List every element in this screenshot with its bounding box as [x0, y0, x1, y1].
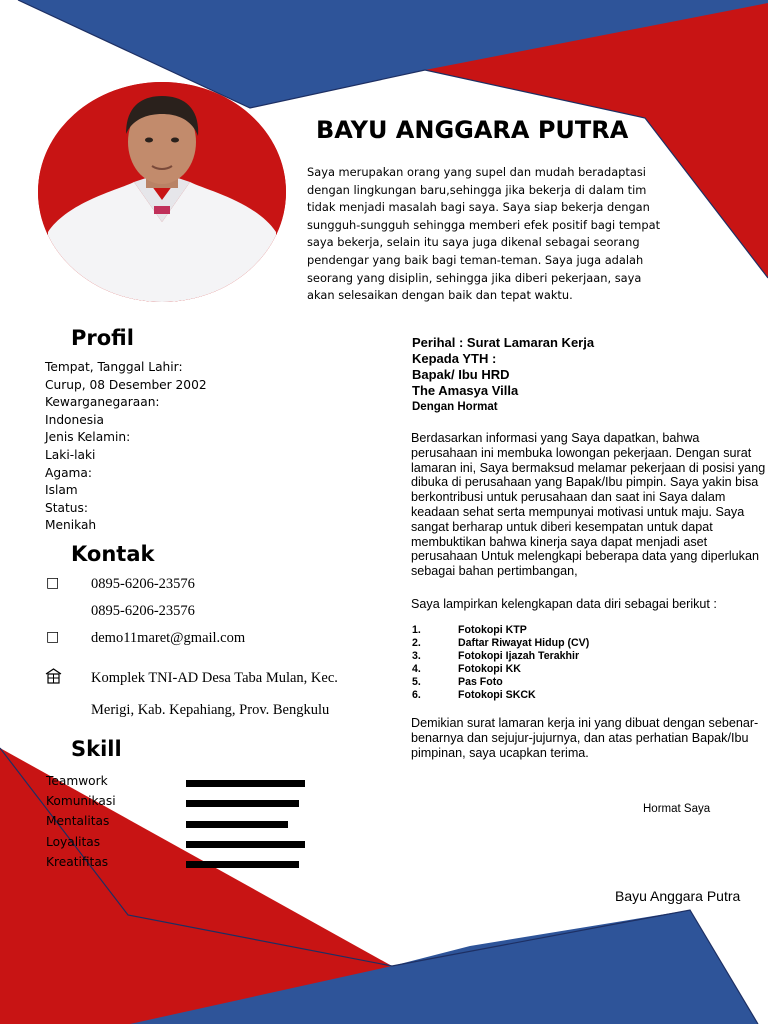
skill-label: Teamwork — [46, 774, 108, 788]
profil-item-religion-label: Agama: — [45, 465, 92, 480]
profil-list — [45, 359, 207, 535]
list-item: 2. Daftar Riwayat Hidup (CV) — [412, 637, 590, 649]
phone-number-secondary: 0895-6206-23576 — [91, 603, 195, 619]
skill-label: Kreatifitas — [46, 855, 109, 869]
letter-paragraph-1: Berdasarkan informasi yang Saya dapatkan, bahwa perusahaan ini membuka lowongan pekerjaan. Dengan surat lamaran ini, Saya bermaksud melamar pekerjaan di posisi yang dibuka di perusahaan yang Bapak/Ibu pimpin. Saya yakin bisa berkontribusi untuk perusahaan dan saat ini Saya dalam keadaan sehat serta mempunyai motivasi untuk maju. Saya sangat berharap untuk diberi kesempatan untuk dapat membuktikan bahwa kinerja saya dapat menjadi aset perusahaan Untuk melengkapi beberapa data yang diperlukan sebagai bahan pertimbangan, — [411, 431, 766, 579]
profil-item-birth-label: Tempat, Tanggal Lahir: — [45, 360, 183, 374]
skill-bar — [186, 780, 305, 787]
skill-bar — [186, 841, 305, 848]
list-item: 6. Fotokopi SKCK — [412, 689, 536, 701]
profil-item-nationality-value: Indonesia — [45, 412, 104, 427]
home-icon — [45, 668, 62, 685]
email-icon: □ — [46, 629, 60, 645]
skill-label: Komunikasi — [46, 794, 116, 808]
profil-item-status-value: Menikah — [45, 518, 97, 533]
candidate-name: BAYU ANGGARA PUTRA — [316, 116, 629, 144]
letter-paragraph-2: Saya lampirkan kelengkapan data diri sebagai berikut : — [411, 597, 717, 611]
list-item: 4. Fotokopi KK — [412, 663, 521, 675]
skill-label: Loyalitas — [46, 835, 101, 849]
letter-subject: Perihal : Surat Lamaran Kerja — [412, 335, 595, 350]
skill-heading: Skill — [71, 737, 122, 761]
address-line-2: Merigi, Kab. Kepahiang, Prov. Bengkulu — [91, 702, 330, 718]
phone-icon: □ — [46, 575, 60, 591]
letter-to: Kepada YTH : — [412, 351, 497, 366]
letter-recipient: Bapak/ Ibu HRD — [412, 367, 510, 382]
profile-photo — [38, 82, 286, 302]
skill-bar — [186, 861, 299, 868]
skill-bar — [186, 800, 299, 807]
list-item: 5. Pas Foto — [412, 676, 503, 688]
profil-item-status-label: Status: — [45, 500, 88, 515]
letter-greeting: Dengan Hormat — [412, 401, 498, 413]
personal-summary: Saya merupakan orang yang supel dan mudah beradaptasi dengan lingkungan baru,sehingga jika bekerja di dalam tim tidak menjadi masalah bagi saya. Saya siap bekerja dengan sungguh-sungguh sehingga memberi efek positif bagi tempat saya bekerja, selain itu saya juga dikenal sebagai seorang pendengar yang baik bagi teman-teman. Saya juga adalah seorang yang disiplin, sehingga jika diberi pekerjaan, saya akan selesaikan dengan baik dan tepat waktu. — [307, 165, 661, 303]
attachment-list — [412, 624, 589, 702]
address-line-1: Komplek TNI-AD Desa Taba Mulan, Kec. — [91, 670, 338, 686]
skill-label: Mentalitas — [46, 814, 110, 828]
list-item: 1. Fotokopi KTP — [412, 624, 527, 636]
letter-closing-paragraph: Demikian surat lamaran kerja ini yang dibuat dengan sebenar-benarnya dan sejujur-jujurnya, dan atas perhatian Bapak/Ibu pimpinan, saya ucapkan terima. — [411, 716, 759, 760]
signature-name: Bayu Anggara Putra — [615, 888, 741, 904]
profil-heading: Profil — [71, 326, 134, 350]
profil-item-birth-value: Curup, 08 Desember 2002 — [45, 377, 207, 392]
profil-item-religion-value: Islam — [45, 483, 78, 498]
closing-salutation: Hormat Saya — [643, 803, 711, 815]
phone-number-primary: 0895-6206-23576 — [91, 576, 195, 592]
profil-item-gender-value: Laki-laki — [45, 447, 96, 462]
list-item: 3. Fotokopi Ijazah Terakhir — [412, 650, 580, 662]
person-avatar-icon — [38, 82, 286, 302]
profil-item-gender-label: Jenis Kelamin: — [45, 430, 131, 445]
email-address: demo11maret@gmail.com — [91, 630, 246, 646]
kontak-heading: Kontak — [71, 542, 155, 566]
letter-header — [412, 335, 594, 415]
skill-bar — [186, 821, 288, 828]
profil-item-nationality-label: Kewarganegaraan: — [45, 395, 160, 410]
letter-company: The Amasya Villa — [412, 383, 519, 398]
